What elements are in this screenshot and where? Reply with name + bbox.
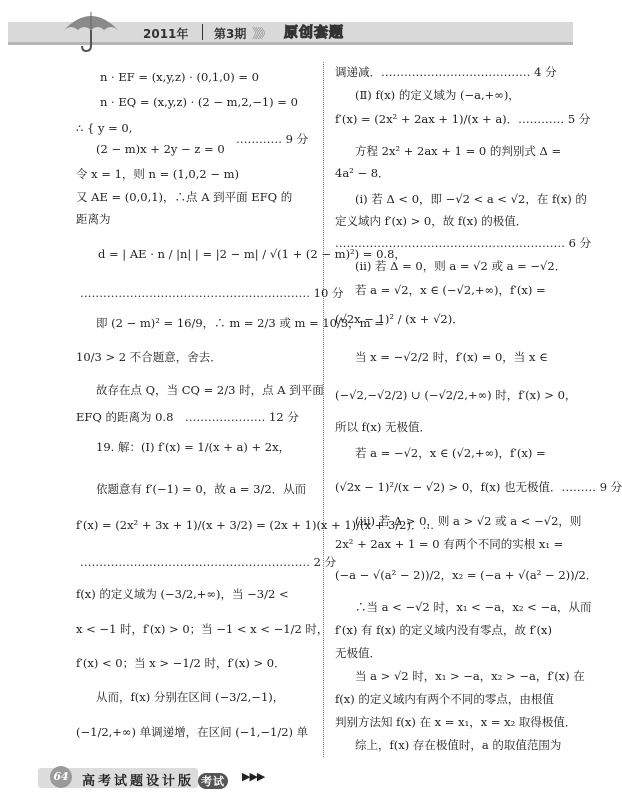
- text-line: f′(x) 有 f(x) 的定义域内没有零点，故 f′(x): [335, 623, 552, 637]
- footer-arrows-icon: ▶▶▶: [242, 770, 265, 783]
- text-line: f(x) 的定义域为 (−3/2,+∞)，当 −3/2 <: [76, 587, 289, 601]
- text-line: 又 AE = (0,0,1)，∴点 A 到平面 EFQ 的: [76, 190, 293, 204]
- text-line: 即 (2 − m)² = 16/9，∴ m = 2/3 或 m = 10/3，m =: [96, 316, 384, 330]
- text-line: 4a² − 8．: [335, 166, 390, 180]
- formula-line: d = | AE · n / |n| | = |2 − m| / √(1 + (2 − m)²) = 0.8，: [98, 247, 406, 261]
- text-line: 方程 2x² + 2ax + 1 = 0 的判别式 Δ =: [355, 144, 562, 158]
- text-line: (ⅰ) 若 Δ < 0，即 −√2 < a < √2，在 f(x) 的: [355, 192, 587, 206]
- text-line: 令 x = 1，则 n = (1,0,2 − m): [76, 167, 239, 181]
- score-line: ………… 9 分: [236, 132, 309, 146]
- score-line: …………………………………………………… 10 分: [80, 286, 344, 300]
- text-line: n · EF = (x,y,z) · (0,1,0) = 0: [100, 70, 259, 84]
- problem-19-start: 19. 解：(Ⅰ) f′(x) = 1/(x + a) + 2x，: [96, 440, 291, 454]
- umbrella-icon: [60, 8, 122, 52]
- header-separator: [202, 24, 203, 40]
- formula-line: (−√2,−√2/2) ∪ (−√2/2,+∞) 时，f′(x) > 0，: [335, 388, 577, 402]
- formula-line: (−a − √(a² − 2))/2，x₂ = (−a + √(a² − 2))/2．: [335, 568, 598, 582]
- text-line: f′(x) < 0；当 x > −1/2 时，f′(x) > 0．: [76, 656, 286, 670]
- text-line: (2 − m)x + 2y − z = 0: [96, 142, 225, 156]
- text-line: (ⅲ) 若 Δ > 0，则 a > √2 或 a < −√2，则: [355, 514, 582, 528]
- column-divider: [323, 62, 324, 757]
- text-line: (Ⅱ) f(x) 的定义域为 (−a,+∞)，: [355, 88, 520, 102]
- text-line: 若 a = √2，x ∈ (−√2,+∞)，f′(x) =: [355, 283, 546, 297]
- text-line: 依题意有 f′(−1) = 0，故 a = 3/2．从而: [96, 482, 307, 496]
- text-line: 定义域内 f′(x) > 0，故 f(x) 的极值．: [335, 214, 528, 228]
- issue-number: 第3期: [214, 27, 247, 41]
- text-line: x < −1 时，f′(x) > 0；当 −1 < x < −1/2 时，: [76, 622, 329, 636]
- score-line: …………………………………………………… 6 分: [335, 236, 592, 250]
- text-line: 2x² + 2ax + 1 = 0 有两个不同的实根 x₁ =: [335, 537, 564, 551]
- text-line: 10/3 > 2 不合题意，舍去．: [76, 350, 222, 364]
- score-line: …………………………………………………… 2 分: [80, 555, 337, 569]
- chevrons-icon: 》》》: [252, 27, 270, 42]
- formula-line: (√2x − 1)² / (x + √2)．: [335, 312, 464, 326]
- footer-title-text: 高考试题设计版: [82, 774, 195, 789]
- text-line: 调递减．………………………………… 4 分: [335, 65, 557, 79]
- footer-title: [82, 770, 228, 789]
- text-line: 所以 f(x) 无极值．: [335, 420, 432, 434]
- text-line: 故存在点 Q，当 CQ = 2/3 时，点 A 到平面: [96, 383, 324, 397]
- text-line: 从而，f(x) 分别在区间 (−3/2,−1)，: [96, 690, 285, 704]
- column-title: 原创套题: [284, 25, 344, 41]
- text-line: f(x) 的定义域内有两个不同的零点，由根值: [335, 692, 554, 706]
- text-line: ∴当 a < −√2 时，x₁ < −a，x₂ < −a，从而: [355, 600, 592, 614]
- formula-line: f′(x) = (2x² + 2ax + 1)/(x + a)．………… 5 分: [335, 112, 591, 126]
- text-line: (−1/2,+∞) 单调递增，在区间 (−1,−1/2) 单: [76, 725, 309, 739]
- text-line: EFQ 的距离为 0.8 ………………… 12 分: [76, 410, 299, 424]
- text-line: 若 a = −√2，x ∈ (√2,+∞)，f′(x) =: [355, 446, 546, 460]
- formula-line: f′(x) = (2x² + 3x + 1)/(x + 3/2) = (2x + 1)(x + 1)/(x + 3/2)．…: [76, 518, 434, 532]
- footer-badge: 考试: [198, 773, 228, 789]
- text-line: 距离为: [76, 212, 111, 226]
- formula-line: (√2x − 1)²/(x − √2) > 0，f(x) 也无极值．……… 9 分: [335, 480, 622, 494]
- text-line: ∴ { y = 0,: [76, 121, 133, 135]
- text-line: 无极值．: [335, 646, 381, 660]
- issue-year: 2011年: [143, 27, 189, 41]
- page-number: 64: [50, 766, 72, 788]
- text-line: 综上，f(x) 存在极值时，a 的取值范围为: [355, 738, 562, 752]
- text-line: 判别方法知 f(x) 在 x = x₁，x = x₂ 取得极值．: [335, 715, 577, 729]
- text-line: (ⅱ) 若 Δ = 0，则 a = √2 或 a = −√2．: [355, 259, 567, 273]
- text-line: n · EQ = (x,y,z) · (2 − m,2,−1) = 0: [100, 95, 298, 109]
- text-line: 当 x = −√2/2 时，f′(x) = 0，当 x ∈: [355, 350, 548, 364]
- text-line: 当 a > √2 时，x₁ > −a，x₂ > −a，f′(x) 在: [355, 669, 585, 683]
